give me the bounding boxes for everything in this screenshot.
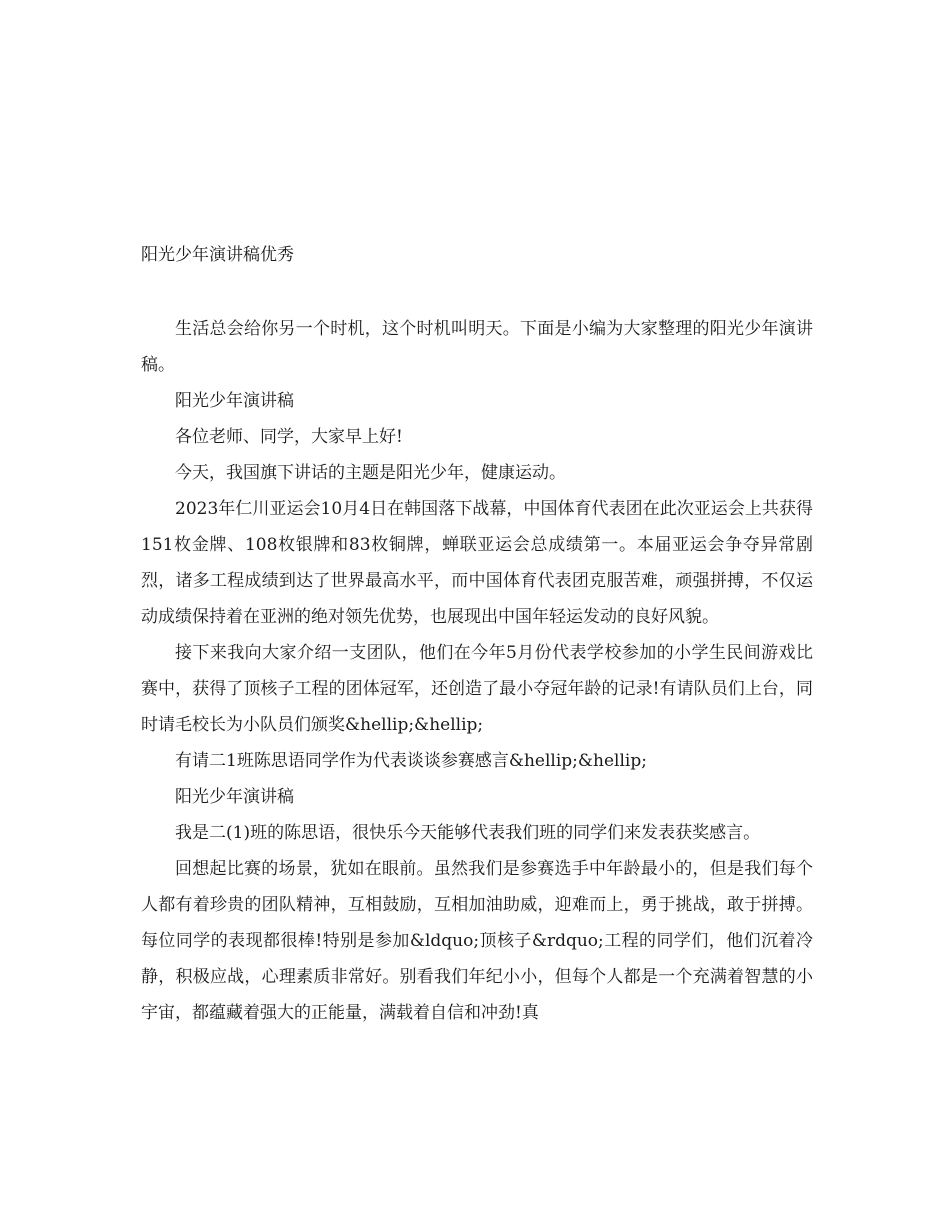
paragraph-greeting: 各位老师、同学，大家早上好! (175, 427, 403, 447)
paragraph-speaker-intro: 我是二(1)班的陈思语，很快乐今天能够代表我们班的同学们来发表获奖感言。 (175, 823, 761, 843)
document-title: 阳光少年演讲稿优秀 (141, 245, 294, 265)
paragraph-asian-games: 2023年仁川亚运会10月4日在韩国落下战幕，中国体育代表团在此次亚运会上共获得151枚金牌、108枚银牌和83枚铜牌，蝉联亚运会总成绩第一。本届亚运会争夺异常剧烈，诸多工程成绩到达了世界最高水平，而中国体育代表团克服苦难，顽强拼搏，不仅运动成绩保持着在亚洲的绝对领先优势，也展现出中国年轻运发动的良好风貌。 (141, 499, 813, 627)
paragraph-team-intro: 接下来我向大家介绍一支团队，他们在今年5月份代表学校参加的小学生民间游戏比赛中，获得了顶核子工程的团体冠军，还创造了最小夺冠年龄的记录!有请队员们上台，同时请毛校长为小队员们颁奖&hellip;&hellip; (141, 643, 813, 735)
paragraph-invite-speaker: 有请二1班陈思语同学作为代表谈谈参赛感言&hellip;&hellip; (175, 751, 647, 771)
paragraph-recollection: 回想起比赛的场景，犹如在眼前。虽然我们是参赛选手中年龄最小的，但是我们每个人都有着珍贵的团队精神，互相鼓励，互相加油助威，迎难而上，勇于挑战，敢于拼搏。每位同学的表现都很棒!特别是参加&ldquo;顶核子&rdquo;工程的同学们，他们沉着冷静，积极应战，心理素质非常好。别看我们年纪小小，但每个人都是一个充满着智慧的小宇宙，都蕴藏着强大的正能量，满载着自信和冲劲!真 (141, 859, 813, 1023)
document-body (141, 311, 813, 1031)
paragraph-topic: 今天，我国旗下讲话的主题是阳光少年，健康运动。 (175, 463, 566, 483)
paragraph-heading-2: 阳光少年演讲稿 (175, 787, 294, 807)
paragraph-heading: 阳光少年演讲稿 (175, 391, 294, 411)
paragraph-intro: 生活总会给你另一个时机，这个时机叫明天。下面是小编为大家整理的阳光少年演讲稿。 (141, 319, 813, 375)
